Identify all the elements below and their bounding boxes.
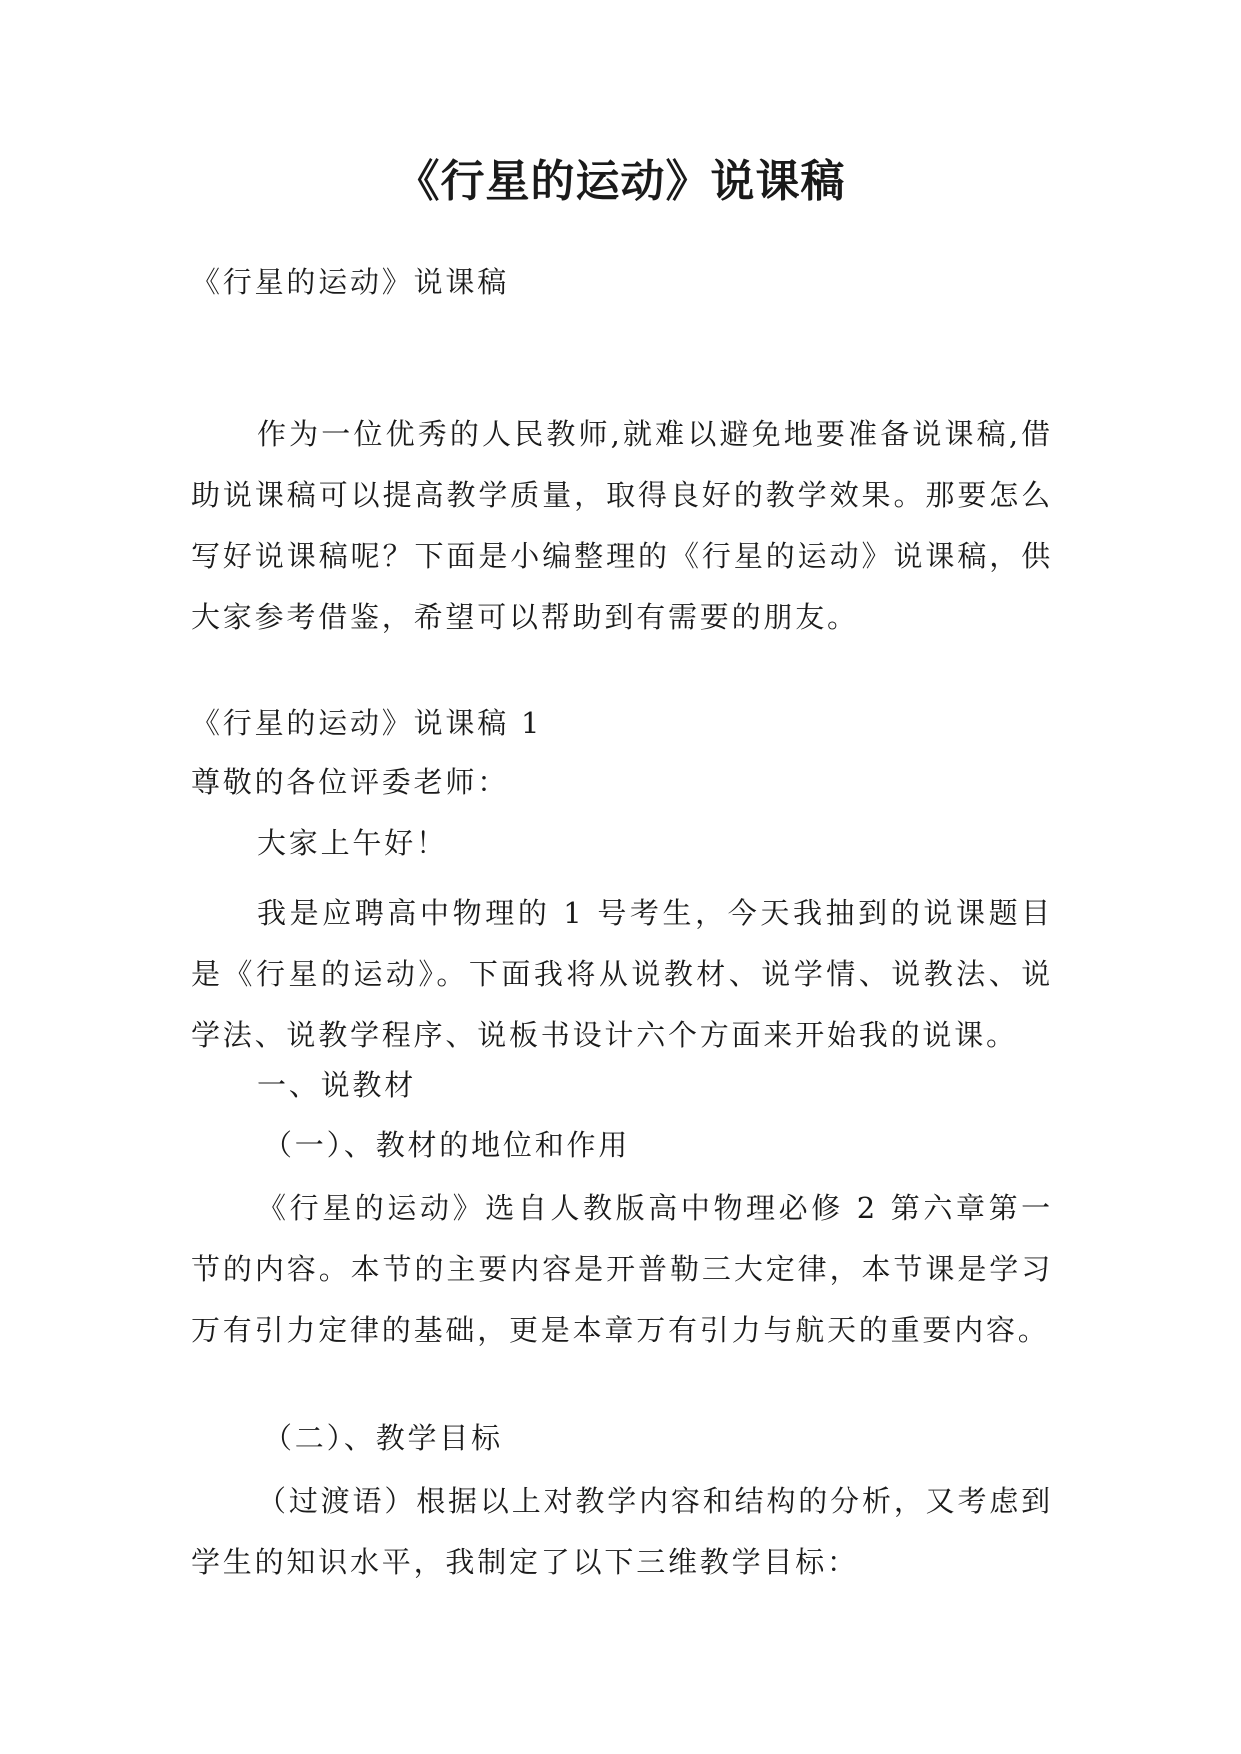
opening-paragraph: 我是应聘高中物理的 1 号考生，今天我抽到的说课题目是《行星的运动》。下面我将从说教材、说学情、说教法、说学法、说教学程序、说板书设计六个方面来开始我的说课。 — [191, 896, 1053, 1052]
section-heading: 《行星的运动》说课稿 1 — [191, 706, 543, 740]
part-one-heading: 一、说教材 — [257, 1068, 417, 1102]
sub-two-paragraph: （过渡语）根据以上对教学内容和结构的分析，又考虑到学生的知识水平，我制定了以下三维教学目标： — [191, 1484, 1053, 1579]
sub-one-paragraph: 《行星的运动》选自人教版高中物理必修 2 第六章第一节的内容。本节的主要内容是开普勒三大定律，本节课是学习万有引力定律的基础，更是本章万有引力与航天的重要内容。 — [191, 1191, 1053, 1347]
intro-paragraph: 作为一位优秀的人民教师,就难以避免地要准备说课稿,借助说课稿可以提高教学质量，取得良好的教学效果。那要怎么写好说课稿呢？下面是小编整理的《行星的运动》说课稿，供大家参考借鉴，希望可以帮助到有需要的朋友。 — [191, 417, 1053, 634]
sub-one-heading: （一）、教材的地位和作用 — [263, 1128, 631, 1162]
greeting: 大家上午好！ — [257, 826, 448, 860]
page-title: 《行星的运动》说课稿 — [395, 156, 846, 207]
sub-two-heading: （二）、教学目标 — [263, 1421, 503, 1455]
salutation: 尊敬的各位评委老师： — [191, 765, 510, 799]
document-subtitle: 《行星的运动》说课稿 — [191, 265, 510, 299]
